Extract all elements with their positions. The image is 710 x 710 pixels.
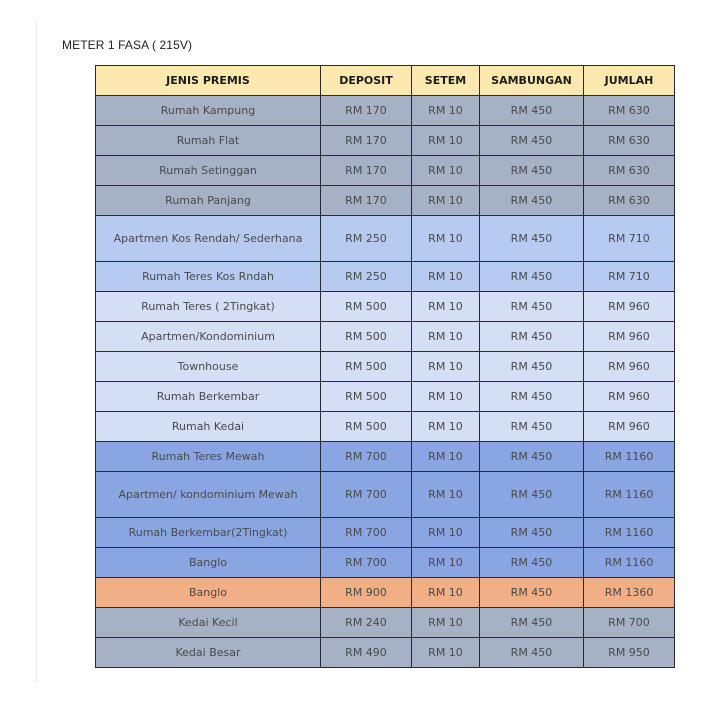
- cell-sambungan: RM 450: [480, 638, 584, 668]
- cell-jumlah: RM 630: [584, 186, 675, 216]
- cell-deposit: RM 700: [321, 472, 412, 518]
- header-jumlah: JUMLAH: [584, 66, 675, 96]
- table-row: [96, 472, 675, 518]
- cell-setem: RM 10: [412, 96, 480, 126]
- cell-setem: RM 10: [412, 156, 480, 186]
- table-row: [96, 186, 675, 216]
- table-row: [96, 156, 675, 186]
- cell-deposit: RM 500: [321, 352, 412, 382]
- header-deposit: DEPOSIT: [321, 66, 412, 96]
- cell-jumlah: RM 710: [584, 216, 675, 262]
- cell-setem: RM 10: [412, 578, 480, 608]
- cell-premis: Apartmen/Kondominium: [96, 322, 321, 352]
- page-title: METER 1 FASA ( 215V): [62, 38, 193, 52]
- cell-jumlah: RM 710: [584, 262, 675, 292]
- cell-sambungan: RM 450: [480, 156, 584, 186]
- cell-setem: RM 10: [412, 608, 480, 638]
- cell-jumlah: RM 630: [584, 156, 675, 186]
- cell-jumlah: RM 960: [584, 412, 675, 442]
- table-row: [96, 126, 675, 156]
- cell-premis: Banglo: [96, 548, 321, 578]
- cell-jumlah: RM 960: [584, 382, 675, 412]
- table-row: [96, 262, 675, 292]
- cell-sambungan: RM 450: [480, 216, 584, 262]
- cell-setem: RM 10: [412, 472, 480, 518]
- table-row: [96, 96, 675, 126]
- cell-setem: RM 10: [412, 412, 480, 442]
- table-row: [96, 578, 675, 608]
- cell-sambungan: RM 450: [480, 96, 584, 126]
- cell-premis: Rumah Flat: [96, 126, 321, 156]
- cell-premis: Rumah Berkembar: [96, 382, 321, 412]
- cell-setem: RM 10: [412, 638, 480, 668]
- cell-deposit: RM 170: [321, 156, 412, 186]
- table-row: [96, 638, 675, 668]
- cell-setem: RM 10: [412, 352, 480, 382]
- cell-premis: Rumah Setinggan: [96, 156, 321, 186]
- cell-jumlah: RM 630: [584, 96, 675, 126]
- cell-sambungan: RM 450: [480, 126, 584, 156]
- cell-sambungan: RM 450: [480, 382, 584, 412]
- cell-sambungan: RM 450: [480, 472, 584, 518]
- cell-setem: RM 10: [412, 126, 480, 156]
- cell-deposit: RM 250: [321, 262, 412, 292]
- cell-sambungan: RM 450: [480, 412, 584, 442]
- cell-premis: Rumah Teres ( 2Tingkat): [96, 292, 321, 322]
- cell-jumlah: RM 960: [584, 322, 675, 352]
- header-jenis-premis: JENIS PREMIS: [96, 66, 321, 96]
- table-header-row: [96, 66, 675, 96]
- cell-premis: Rumah Teres Kos Rndah: [96, 262, 321, 292]
- table-row: [96, 518, 675, 548]
- table-row: [96, 322, 675, 352]
- cell-setem: RM 10: [412, 186, 480, 216]
- table-row: [96, 608, 675, 638]
- cell-jumlah: RM 700: [584, 608, 675, 638]
- cell-premis: Apartmen/ kondominium Mewah: [96, 472, 321, 518]
- header-setem: SETEM: [412, 66, 480, 96]
- cell-deposit: RM 500: [321, 292, 412, 322]
- cell-jumlah: RM 630: [584, 126, 675, 156]
- table-row: [96, 292, 675, 322]
- cell-premis: Rumah Teres Mewah: [96, 442, 321, 472]
- cell-setem: RM 10: [412, 548, 480, 578]
- cell-deposit: RM 500: [321, 382, 412, 412]
- cell-setem: RM 10: [412, 216, 480, 262]
- header-sambungan: SAMBUNGAN: [480, 66, 584, 96]
- cell-premis: Townhouse: [96, 352, 321, 382]
- cell-premis: Kedai Besar: [96, 638, 321, 668]
- cell-jumlah: RM 1160: [584, 442, 675, 472]
- cell-deposit: RM 170: [321, 126, 412, 156]
- cell-deposit: RM 240: [321, 608, 412, 638]
- cell-sambungan: RM 450: [480, 292, 584, 322]
- cell-deposit: RM 700: [321, 548, 412, 578]
- cell-premis: Rumah Kedai: [96, 412, 321, 442]
- cell-setem: RM 10: [412, 518, 480, 548]
- cell-deposit: RM 500: [321, 412, 412, 442]
- cell-sambungan: RM 450: [480, 352, 584, 382]
- cell-premis: Banglo: [96, 578, 321, 608]
- table-row: [96, 548, 675, 578]
- cell-setem: RM 10: [412, 382, 480, 412]
- tariff-table: [95, 65, 675, 668]
- left-divider: [36, 20, 37, 682]
- table-row: [96, 412, 675, 442]
- cell-premis: Rumah Panjang: [96, 186, 321, 216]
- cell-setem: RM 10: [412, 262, 480, 292]
- cell-premis: Rumah Kampung: [96, 96, 321, 126]
- cell-deposit: RM 700: [321, 442, 412, 472]
- table-row: [96, 352, 675, 382]
- cell-sambungan: RM 450: [480, 322, 584, 352]
- cell-premis: Rumah Berkembar(2Tingkat): [96, 518, 321, 548]
- table-row: [96, 216, 675, 262]
- cell-deposit: RM 250: [321, 216, 412, 262]
- cell-sambungan: RM 450: [480, 608, 584, 638]
- cell-sambungan: RM 450: [480, 262, 584, 292]
- cell-premis: Kedai Kecil: [96, 608, 321, 638]
- table-row: [96, 442, 675, 472]
- cell-sambungan: RM 450: [480, 578, 584, 608]
- cell-sambungan: RM 450: [480, 442, 584, 472]
- table-row: [96, 382, 675, 412]
- cell-sambungan: RM 450: [480, 518, 584, 548]
- cell-premis: Apartmen Kos Rendah/ Sederhana: [96, 216, 321, 262]
- cell-deposit: RM 170: [321, 186, 412, 216]
- cell-jumlah: RM 1160: [584, 518, 675, 548]
- cell-jumlah: RM 960: [584, 352, 675, 382]
- cell-deposit: RM 170: [321, 96, 412, 126]
- cell-setem: RM 10: [412, 442, 480, 472]
- cell-jumlah: RM 1360: [584, 578, 675, 608]
- cell-deposit: RM 700: [321, 518, 412, 548]
- cell-deposit: RM 500: [321, 322, 412, 352]
- cell-jumlah: RM 1160: [584, 472, 675, 518]
- cell-jumlah: RM 950: [584, 638, 675, 668]
- cell-sambungan: RM 450: [480, 548, 584, 578]
- cell-sambungan: RM 450: [480, 186, 584, 216]
- cell-setem: RM 10: [412, 322, 480, 352]
- cell-jumlah: RM 960: [584, 292, 675, 322]
- cell-deposit: RM 900: [321, 578, 412, 608]
- cell-jumlah: RM 1160: [584, 548, 675, 578]
- cell-setem: RM 10: [412, 292, 480, 322]
- cell-deposit: RM 490: [321, 638, 412, 668]
